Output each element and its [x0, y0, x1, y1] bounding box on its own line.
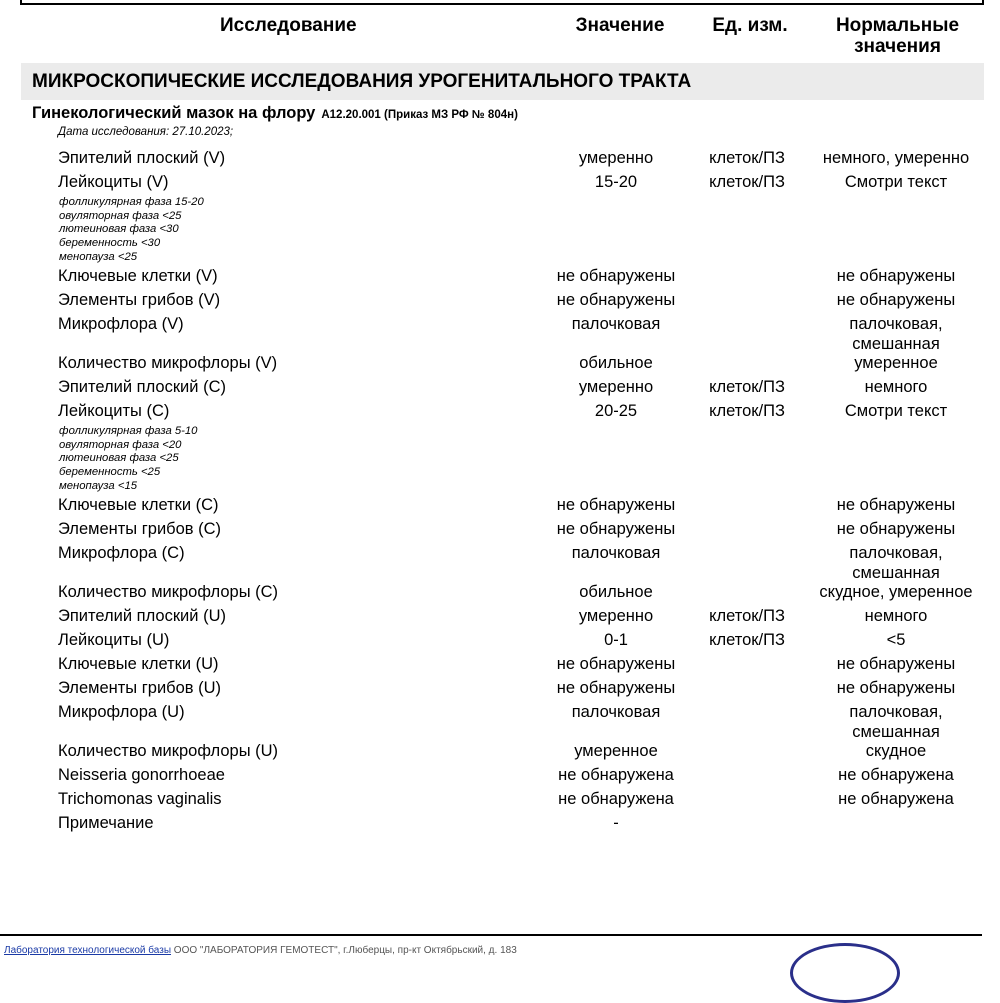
- row-value: -: [613, 814, 619, 832]
- row-name: Ключевые клетки (C): [58, 496, 219, 514]
- table-row: [0, 741, 1000, 765]
- row-value: обильное: [579, 354, 653, 372]
- table-row: [0, 702, 1000, 741]
- row-norm: не обнаружены: [836, 291, 956, 309]
- row-name: Эпителий плоский (V): [58, 149, 226, 167]
- table-row: [0, 678, 1000, 702]
- row-value: умеренно: [578, 149, 654, 167]
- row-norm: не обнаружена: [838, 766, 954, 784]
- row-name: Микрофлора (V): [58, 315, 184, 333]
- row-name: Количество микрофлоры (C): [58, 583, 279, 601]
- table-row: [0, 654, 1000, 678]
- row-norm: немного, умеренно: [822, 149, 970, 167]
- row-norm: [806, 314, 986, 354]
- results-table: [0, 148, 1000, 837]
- column-header-unit: Ед. изм.: [712, 15, 788, 36]
- row-name: Количество микрофлоры (U): [58, 742, 279, 760]
- row-norm-line2: смешанная: [852, 723, 940, 741]
- note-line: беременность <25: [59, 466, 161, 479]
- table-row: [0, 290, 1000, 314]
- row-value: палочковая: [571, 315, 661, 333]
- note-line: лютеиновая фаза <30: [59, 223, 179, 236]
- row-unit: клеток/ПЗ: [709, 378, 785, 396]
- row-value: не обнаружена: [558, 766, 674, 784]
- row-name: Лейкоциты (V): [58, 173, 169, 191]
- column-header-value: Значение: [575, 15, 665, 36]
- row-norm-line2: смешанная: [852, 564, 940, 582]
- test-title-text: Гинекологический мазок на флору: [32, 104, 316, 122]
- row-value: не обнаружены: [556, 496, 676, 514]
- row-norm: Смотри текст: [844, 173, 948, 191]
- table-row: [0, 401, 1000, 425]
- row-value: 15-20: [594, 173, 638, 191]
- reference-notes-c: [0, 425, 1000, 495]
- column-header-name: Исследование: [220, 15, 357, 36]
- table-row: [0, 519, 1000, 543]
- row-name: Ключевые клетки (V): [58, 267, 218, 285]
- row-name: Микрофлора (C): [58, 544, 185, 562]
- row-value: умеренное: [574, 742, 658, 760]
- footer: [4, 945, 517, 957]
- lab-address: ООО "ЛАБОРАТОРИЯ ГЕМОТЕСТ", г.Люберцы, пр-кт Октябрьский, д. 183: [173, 945, 517, 956]
- row-norm-line1: палочковая,: [849, 544, 943, 562]
- row-norm: не обнаружена: [838, 790, 954, 808]
- note-line: фолликулярная фаза 15-20: [59, 196, 204, 208]
- table-row: [0, 495, 1000, 519]
- row-norm-line1: палочковая,: [849, 315, 943, 333]
- row-norm: не обнаружены: [836, 679, 956, 697]
- row-name: Ключевые клетки (U): [58, 655, 219, 673]
- study-date: Дата исследования: 27.10.2023;: [58, 126, 234, 138]
- table-row: [0, 148, 1000, 172]
- row-unit: клеток/ПЗ: [709, 402, 785, 420]
- row-value: 0-1: [604, 631, 628, 649]
- row-unit: клеток/ПЗ: [709, 149, 785, 167]
- column-header-norm: [810, 15, 985, 57]
- row-name: Trichomonas vaginalis: [58, 790, 222, 808]
- row-name: Элементы грибов (U): [58, 679, 222, 697]
- row-norm: умеренное: [854, 354, 938, 372]
- table-row: [0, 630, 1000, 654]
- row-norm-line2: смешанная: [852, 335, 940, 353]
- table-row: [0, 789, 1000, 813]
- row-norm: [806, 702, 986, 742]
- row-norm: не обнаружены: [836, 496, 956, 514]
- top-frame: [20, 0, 984, 5]
- row-norm: не обнаружены: [836, 520, 956, 538]
- footer-divider: [0, 934, 982, 936]
- row-norm: не обнаружены: [836, 655, 956, 673]
- row-norm: немного: [864, 378, 928, 396]
- column-header-norm-line1: Нормальные: [835, 15, 960, 36]
- row-name: Элементы грибов (V): [58, 291, 221, 309]
- row-unit: клеток/ПЗ: [709, 607, 785, 625]
- row-value: не обнаружены: [556, 291, 676, 309]
- column-header-norm-line2: значения: [854, 36, 941, 57]
- table-row: [0, 266, 1000, 290]
- row-norm: немного: [864, 607, 928, 625]
- table-row: [0, 543, 1000, 582]
- table-row: [0, 172, 1000, 196]
- test-code: A12.20.001 (Приказ МЗ РФ № 804н): [321, 109, 518, 121]
- note-line: овуляторная фаза <20: [59, 438, 182, 451]
- lab-link[interactable]: Лаборатория технологической базы: [4, 945, 172, 956]
- row-norm-line1: палочковая,: [849, 703, 943, 721]
- note-line: менопауза <25: [59, 250, 138, 263]
- row-value: не обнаружены: [556, 679, 676, 697]
- note-line: беременность <30: [59, 237, 161, 250]
- table-row: [0, 353, 1000, 377]
- row-value: не обнаружены: [556, 520, 676, 538]
- row-norm: не обнаружены: [836, 267, 956, 285]
- stamp-seal-icon: [790, 943, 900, 1003]
- row-norm: скудное, умеренное: [819, 583, 973, 601]
- table-row: [0, 314, 1000, 353]
- note-line: овуляторная фаза <25: [59, 209, 182, 222]
- note-line: менопауза <15: [59, 479, 138, 492]
- row-name: Лейкоциты (U): [58, 631, 170, 649]
- row-unit: клеток/ПЗ: [709, 173, 785, 191]
- table-row: [0, 582, 1000, 606]
- notes-list: [59, 196, 204, 265]
- notes-list: [59, 425, 197, 494]
- row-name: Лейкоциты (C): [58, 402, 170, 420]
- row-value: обильное: [579, 583, 653, 601]
- row-name: Микрофлора (U): [58, 703, 185, 721]
- table-row: [0, 377, 1000, 401]
- row-norm: Смотри текст: [844, 402, 948, 420]
- reference-notes-v: [0, 196, 1000, 266]
- note-line: лютеиновая фаза <25: [59, 452, 179, 465]
- row-value: 20-25: [594, 402, 638, 420]
- row-value: не обнаружены: [556, 655, 676, 673]
- row-value: не обнаружены: [556, 267, 676, 285]
- row-name: Эпителий плоский (C): [58, 378, 226, 396]
- row-name: Элементы грибов (C): [58, 520, 222, 538]
- row-name: Neisseria gonorrhoeae: [58, 766, 225, 784]
- row-unit: клеток/ПЗ: [709, 631, 785, 649]
- row-name: Количество микрофлоры (V): [58, 354, 278, 372]
- row-value: не обнаружена: [558, 790, 674, 808]
- row-value: умеренно: [578, 607, 654, 625]
- row-norm: [806, 543, 986, 583]
- note-line: фолликулярная фаза 5-10: [59, 425, 198, 437]
- test-title: [32, 103, 518, 125]
- row-value: палочковая: [571, 703, 661, 721]
- table-row: [0, 813, 1000, 837]
- row-value: умеренно: [578, 378, 654, 396]
- section-title: МИКРОСКОПИЧЕСКИЕ ИССЛЕДОВАНИЯ УРОГЕНИТАЛЬНОГО ТРАКТА: [21, 63, 984, 100]
- table-row: [0, 765, 1000, 789]
- row-name: Примечание: [58, 814, 154, 832]
- table-row: [0, 606, 1000, 630]
- row-norm: скудное: [865, 742, 927, 760]
- row-name: Эпителий плоский (U): [58, 607, 226, 625]
- row-value: палочковая: [571, 544, 661, 562]
- row-norm: <5: [886, 631, 906, 649]
